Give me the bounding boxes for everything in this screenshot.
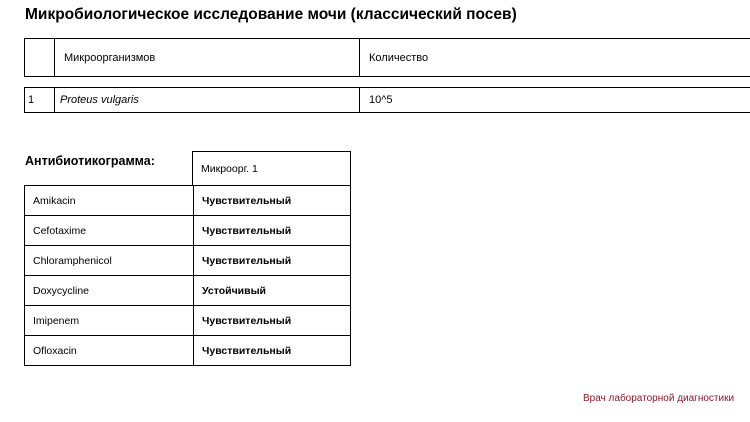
antibiogram-title: Антибиотикограмма: <box>25 154 155 168</box>
antibiogram-row <box>25 246 351 276</box>
organism-num-cell: 1 <box>25 88 55 112</box>
doctor-signature-label: Врач лабораторной диагностики <box>583 393 735 404</box>
report-title: Микробиологическое исследование мочи (классический посев) <box>25 6 517 23</box>
antibiogram-row <box>25 306 351 336</box>
header-quantity-cell: Количество <box>369 51 429 64</box>
drug-cell: Doxycycline <box>25 276 194 306</box>
antibiogram-row <box>25 186 351 216</box>
result-cell: Чувствительный <box>194 336 351 366</box>
antibiogram-column-header: Микроорг. 1 <box>192 151 351 186</box>
antibiogram-table <box>24 185 351 366</box>
result-cell: Чувствительный <box>194 306 351 336</box>
drug-cell: Cefotaxime <box>25 216 194 246</box>
organism-row <box>24 87 750 113</box>
drug-cell: Imipenem <box>25 306 194 336</box>
organism-name-cell: Proteus vulgaris <box>55 88 360 112</box>
drug-cell: Ofloxacin <box>25 336 194 366</box>
result-cell: Чувствительный <box>194 186 351 216</box>
organisms-table-header <box>24 38 750 77</box>
antibiogram-row <box>25 216 351 246</box>
antibiogram-row <box>25 336 351 366</box>
result-cell: Чувствительный <box>194 246 351 276</box>
drug-cell: Chloramphenicol <box>25 246 194 276</box>
header-organism-cell: Микроорганизмов <box>55 39 360 76</box>
antibiogram-row <box>25 276 351 306</box>
result-cell: Устойчивый <box>194 276 351 306</box>
header-num-cell <box>25 39 55 76</box>
organism-quantity-cell: 10^5 <box>369 94 393 106</box>
drug-cell: Amikacin <box>25 186 194 216</box>
result-cell: Чувствительный <box>194 216 351 246</box>
